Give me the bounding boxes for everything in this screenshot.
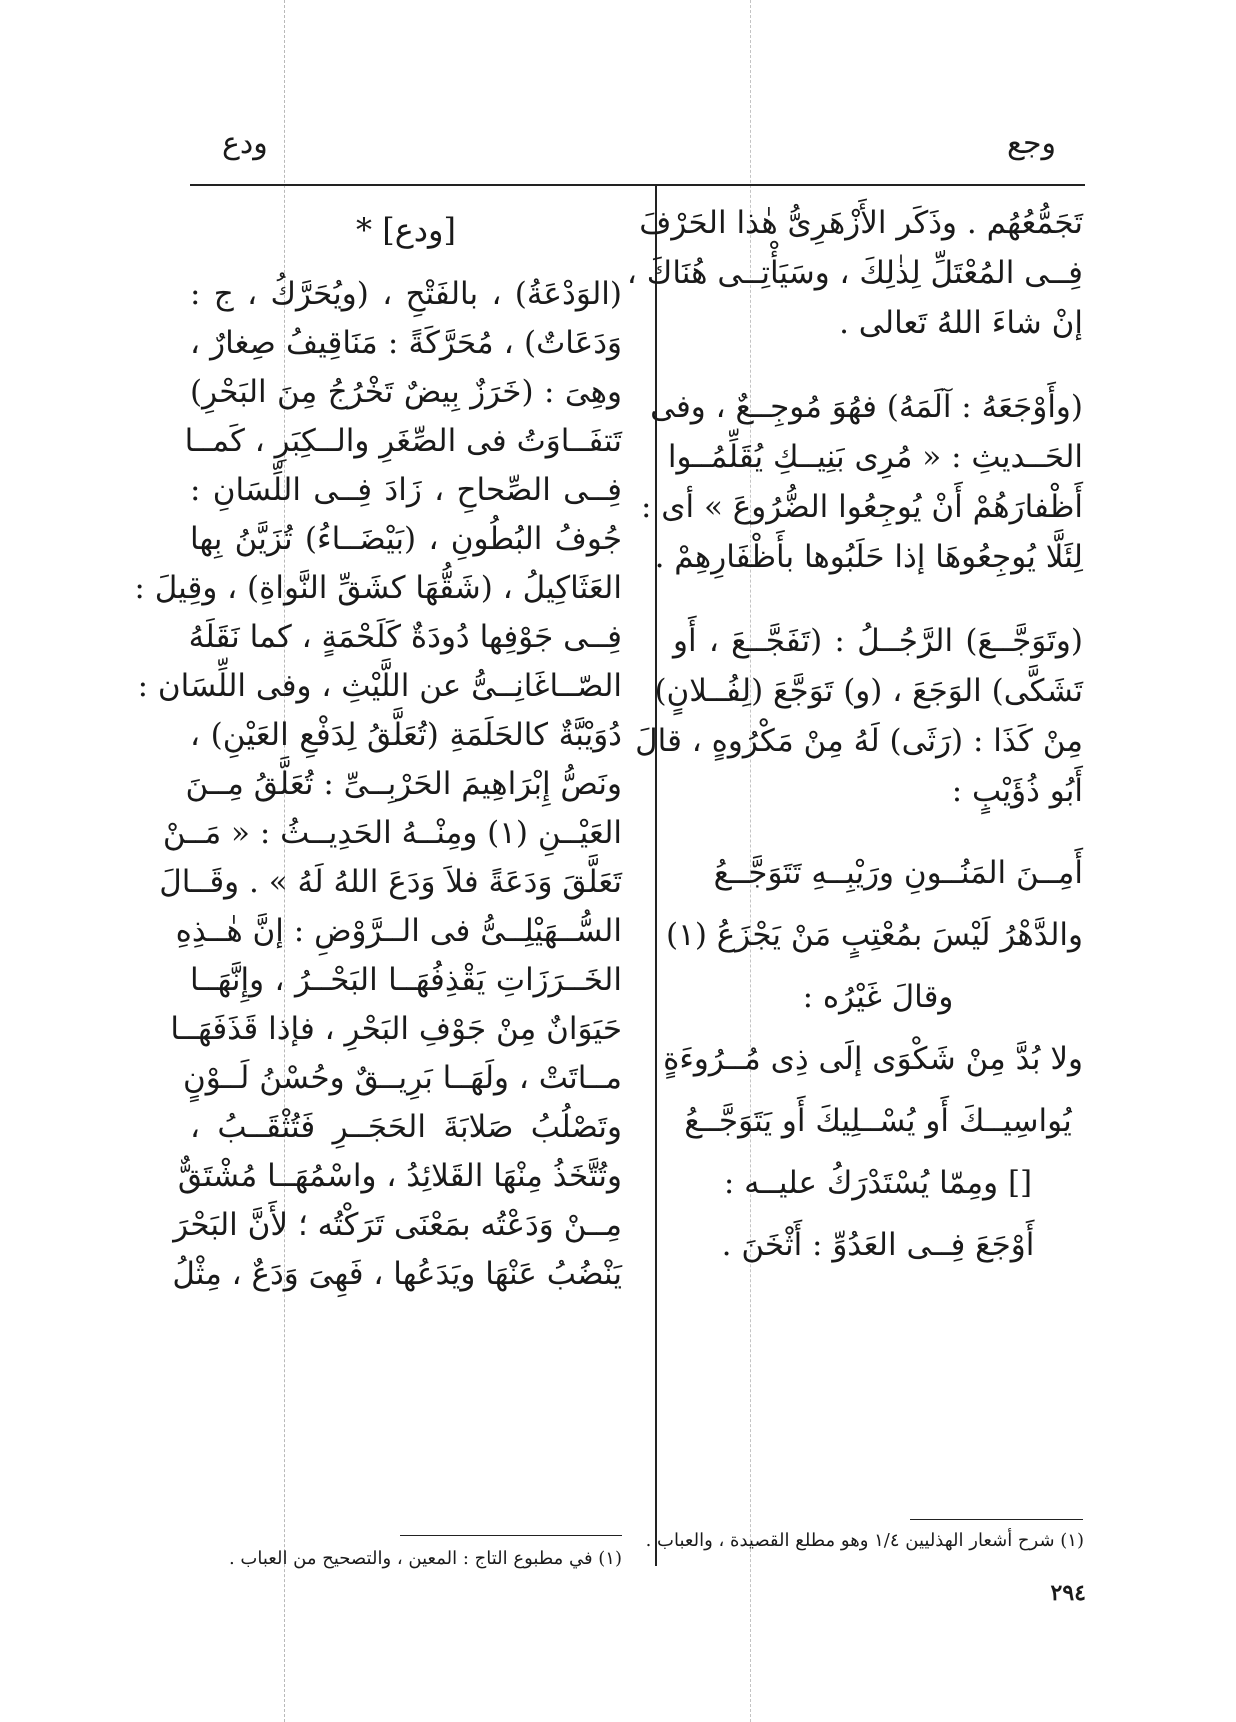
text-line: فِــى المُعْتَلِّ لِذٰلِكَ ، وسَيَأْتِــى هُنَاكَ ، xyxy=(626,255,1083,291)
mustadrak-line: [] ومِمّا يُسْتَدْرَكُ عليــه : xyxy=(723,1165,1033,1201)
poem-hemistich: والدَّهْرُ لَيْسَ بمُعْتِبٍ مَنْ يَجْزَعُ (١) xyxy=(666,917,1083,953)
footnote-rule xyxy=(400,1535,622,1536)
page-number: ٢٩٤ xyxy=(1050,1580,1086,1606)
text-line: ونَصُّ إِبْرَاهِيمَ الحَرْبِــىِّ : تُعَلَّقُ مِــنَ xyxy=(185,766,622,802)
text-line: وَدَعَاتٌ) ، مُحَرَّكَةً : مَنَاقِيفُ صِغارٌ ، xyxy=(190,325,622,361)
text-line: فِــى جَوْفِها دُودَةٌ كَلَحْمَةٍ ، كما نَقَلَهُ xyxy=(188,619,622,655)
right-column xyxy=(626,198,1083,1276)
text-line: السُّــهَيْلِــىُّ فى الــرَّوْضِ : إنَّ هٰــذِهِ xyxy=(175,913,622,949)
footnote-right: (١) شرح أشعار الهذليين ١/٤ وهو مطلع القصيدة ، والعباب . xyxy=(645,1530,1084,1551)
poem-intro: وقالَ غَيْرُه : xyxy=(802,979,954,1015)
text-line: فِــى الصِّحاحِ ، زَادَ فِــى اللِّسَانِ : xyxy=(190,472,622,508)
footnote-left: (١) في مطبوع التاج : المعين ، والتصحيح من العباب . xyxy=(228,1548,622,1569)
text-line: دُوَيْبَّةٌ كالحَلَمَةِ (تُعَلَّقُ لِدَفْعِ العَيْنِ) ، xyxy=(190,717,622,753)
running-header-left: ودع xyxy=(222,126,268,161)
text-line: أَظْفارَهُمْ أَنْ يُوجِعُوا الضُّرُوعَ » أى : xyxy=(640,489,1083,525)
text-line: الحَــديثِ : « مُرِى بَنِيــكِ يُقَلِّمُــوا xyxy=(667,439,1083,475)
text-line: تَعَلَّقَ وَدَعَةً فلاَ وَدَعَ اللهُ لَهُ » . وقَــالَ xyxy=(159,864,622,900)
text-line: وتُتَّخَذُ مِنْهَا القَلائِدُ ، واسْمُهَــا مُشْتَقٌّ xyxy=(177,1158,622,1194)
text-line: مِــنْ وَدَعْتُه بمَعْنَى تَرَكْتُه ؛ لأَنَّ البَحْرَ xyxy=(173,1207,622,1243)
text-line: يَنْضُبُ عَنْهَا ويَدَعُها ، فَهِىَ وَدَعٌ ، مِثْلُ xyxy=(172,1256,622,1292)
header-rule xyxy=(190,184,1085,186)
poem-hemistich: يُواسِيــكَ أَو يُسْــلِيكَ أَو يَتَوَجَّــعُ xyxy=(684,1103,1072,1139)
text-line: وتَصْلُبُ صَلابَةَ الحَجَــرِ فَتُثْقَــبُ ، xyxy=(190,1109,622,1145)
text-line: أَوْجَعَ فِــى العَدُوِّ : أَثْخَنَ . xyxy=(721,1227,1035,1263)
running-header-right: وجع xyxy=(1007,126,1056,161)
text-line: (الوَدْعَةُ) ، بالفَتْحِ ، (ويُحَرَّكُ ، ج : xyxy=(190,276,622,312)
text-line: تَتفَــاوَتُ فى الصِّغَرِ والــكِبَرِ ، كَمــا xyxy=(184,423,622,459)
paragraph-gap xyxy=(673,816,1083,842)
text-line: حَيَوَانٌ مِنْ جَوْفِ البَحْرِ ، فإذا قَذَفَهَــا xyxy=(170,1011,622,1047)
text-line: مــاتَتْ ، ولَهَــا بَرِيــقٌ وحُسْنُ لَــوْنٍ xyxy=(182,1060,622,1096)
text-line: لِئَلَّا يُوجِعُوهَا إذا حَلَبُوها بأَظْفَارِهِمْ . xyxy=(654,539,1083,575)
text-line: مِنْ كَذَا : (رَثَى) لَهُ مِنْ مَكْرُوهٍ ، قالَ xyxy=(635,723,1083,759)
text-line: الصّــاغَانِــىُّ عن اللَّيْثِ ، وفى اللِّسَان : xyxy=(137,668,622,704)
text-line: العَثَاكِيلُ ، (شَقُّهَا كشَقِّ النَّواةِ) ، وقِيلَ : xyxy=(134,570,622,606)
text-line: أَبُو ذُؤَيْبٍ : xyxy=(951,773,1083,809)
text-line: العَيْــنِ (١) ومِنْــهُ الحَدِيــثُ : « مَــنْ xyxy=(162,815,622,851)
poem-hemistich: ولا بُدَّ مِنْ شَكْوَى إلَى ذِى مُــرُوءَةٍ xyxy=(663,1041,1083,1077)
poem-hemistich: أَمِــنَ المَنُــونِ ورَيْبِــهِ تَتَوَجَّــعُ xyxy=(713,855,1083,891)
text-line: وهِىَ : (خَرَزٌ بِيضٌ تَخْرُجُ مِنَ البَحْرِ) xyxy=(190,374,622,410)
text-line: تَشَكَّى) الوَجَعَ ، (و) تَوَجَّعَ (لِفُــلانٍ) xyxy=(654,673,1083,709)
text-line: تَجَمُّعُهُم . وذَكَر الأَزْهَرِىُّ هٰذا الحَرْفَ xyxy=(639,205,1083,241)
text-line: (وتَوَجَّــعَ) الرَّجُــلُ : (تَفَجَّــعَ ، أَو xyxy=(673,623,1083,659)
paragraph-gap xyxy=(673,348,1083,382)
footnote-rule xyxy=(910,1519,1083,1520)
text-line: إنْ شاءَ اللهُ تَعالى . xyxy=(839,305,1083,341)
text-line: جُوفُ البُطُونِ ، (بَيْضَــاءُ) تُزَيَّنُ بِها xyxy=(190,521,622,557)
entry-headword: [ودع] * xyxy=(356,211,456,249)
left-column xyxy=(134,200,622,1299)
paragraph-gap xyxy=(673,582,1083,616)
text-line: (وأَوْجَعَهُ : آلَمَهُ) فهُوَ مُوجِــعٌ ، وفى xyxy=(650,389,1083,425)
text-line: الخَــرَزَاتِ يَقْذِفُهَــا البَحْــرُ ، وإِنَّهَــا xyxy=(190,962,622,998)
